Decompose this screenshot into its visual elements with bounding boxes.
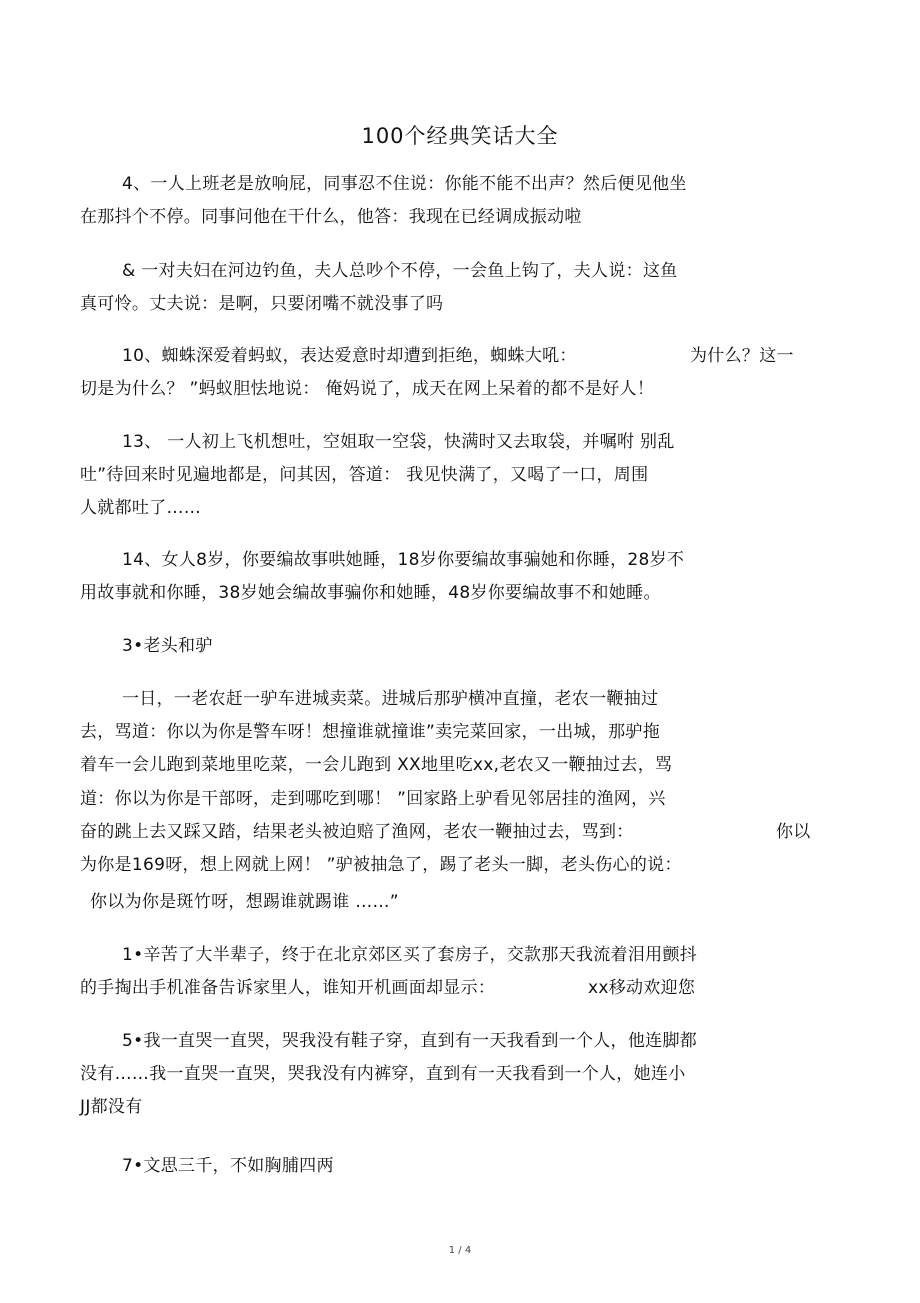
paragraph-line: 10、蜘蛛深爱着蚂蚁，表达爱意时却遭到拒绝，蜘蛛大吼： (122, 346, 577, 366)
paragraph-line: 吐”待回来时见遍地都是，问其因，答道： 我见快满了，又喝了一口，周围 (80, 465, 649, 485)
paragraph-line: 人就都吐了…… (80, 498, 202, 518)
paragraph-line: 着车一会儿跑到菜地里吃菜，一会儿跑到 XX地里吃xx,老农又一鞭抽过去，骂 (80, 755, 673, 775)
paragraph-line: 真可怜。丈夫说：是啊，只要闭嘴不就没事了吗 (80, 294, 444, 314)
paragraph-line: 在那抖个不停。同事问他在干什么，他答：我现在已经调成振动啦 (80, 207, 582, 227)
paragraph-line: 13、 一人初上飞机想吐，空姐取一空袋，快满时又去取袋，并嘱咐 别乱 (122, 432, 675, 452)
page-number: 1 / 4 (448, 1245, 472, 1256)
paragraph-line: 为你是169呀，想上网就上网！ ”驴被抽急了，踢了老头一脚，老头伤心的说： (80, 855, 682, 875)
paragraph-line: xx移动欢迎您 (588, 978, 696, 998)
paragraph-line: 奋的跳上去又踩又踏，结果老头被迫赔了渔网，老农一鞭抽过去，骂到： (80, 822, 634, 842)
paragraph-line: 4、一人上班老是放响屁，同事忍不住说：你能不能不出声？然后便见他坐 (122, 174, 687, 194)
paragraph-line: & 一对夫妇在河边钓鱼，夫人总吵个不停，一会鱼上钩了，夫人说：这鱼 (122, 261, 678, 281)
paragraph-line: 切是为什么？ ”蚂蚁胆怯地说： 俺妈说了，成天在网上呆着的都不是好人！ (80, 379, 655, 399)
paragraph-line: 为什么？这一 (690, 346, 794, 366)
paragraph-line: 5•我一直哭一直哭，哭我没有鞋子穿，直到有一天我看到一个人，他连脚都 (122, 1031, 698, 1051)
paragraph-line: 你以 (776, 822, 811, 842)
paragraph-line: 去，骂道：你以为你是警车呀！想撞谁就撞谁”卖完菜回家，一出城，那驴拖 (80, 722, 661, 742)
paragraph-line: 没有……我一直哭一直哭，哭我没有内裤穿，直到有一天我看到一个人，她连小 (80, 1064, 686, 1084)
section-heading: 3•老头和驴 (122, 636, 213, 656)
paragraph-line: 你以为你是斑竹呀，想踢谁就踢谁 ……” (90, 892, 399, 912)
paragraph-line: JJ都没有 (80, 1097, 143, 1117)
document-title: 100个经典笑话大全 (361, 124, 559, 148)
paragraph-line: 14、女人8岁，你要编故事哄她睡，18岁你要编故事骗她和你睡，28岁不 (122, 550, 685, 570)
paragraph-line: 用故事就和你睡，38岁她会编故事骗你和她睡，48岁你要编故事不和她睡。 (80, 583, 661, 603)
paragraph-line: 一日，一老农赶一驴车进城卖菜。进城后那驴横冲直撞，老农一鞭抽过 (122, 689, 659, 709)
paragraph-line: 1•辛苦了大半辈子，终于在北京郊区买了套房子，交款那天我流着泪用颤抖 (122, 945, 698, 965)
paragraph-line: 的手掏出手机准备告诉家里人，谁知开机画面却显示： (80, 978, 496, 998)
section-heading: 7•文思三千，不如胸脯四两 (122, 1156, 334, 1176)
paragraph-line: 道：你以为你是干部呀，走到哪吃到哪！ ”回家路上驴看见邻居挂的渔网，兴 (80, 789, 666, 809)
